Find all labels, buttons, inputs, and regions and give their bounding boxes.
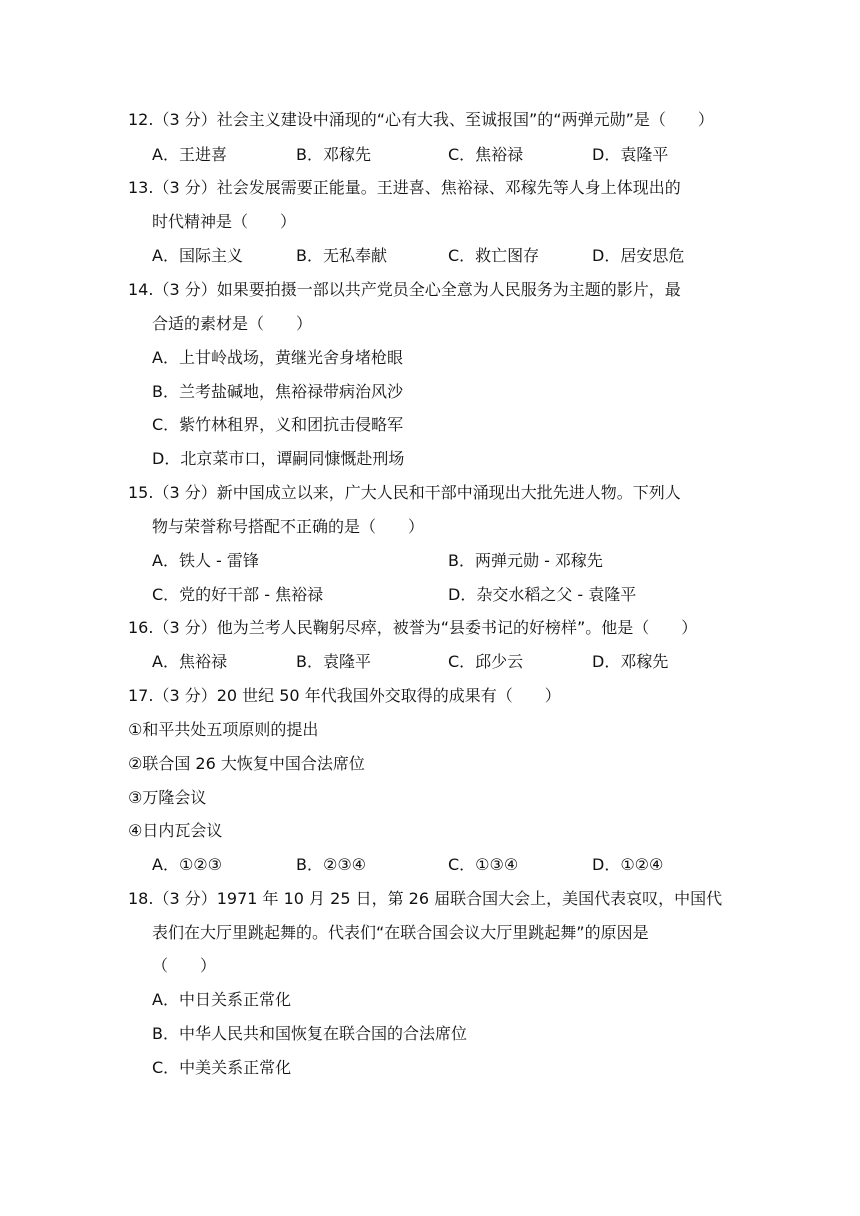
option-d: D．居安思危 [592, 246, 685, 265]
option-b: B．兰考盐碱地，焦裕禄带病治风沙 [152, 382, 403, 401]
option-b: B．无私奉献 [296, 246, 387, 265]
option-d: D．杂交水稻之父 - 袁隆平 [448, 585, 637, 604]
statement-4: ④日内瓦会议 [128, 821, 223, 840]
option-a: A．上甘岭战场，黄继光舍身堵枪眼 [152, 348, 403, 367]
option-b: B．②③④ [296, 855, 367, 874]
option-d: D．北京菜市口，谭嗣同慷慨赴刑场 [152, 449, 405, 468]
question-17-stem: 17.（3 分）20 世纪 50 年代我国外交取得的成果有（ ） [128, 686, 561, 705]
question-13-stem-continued: 时代精神是（ ） [152, 212, 297, 231]
option-a: A．王进喜 [152, 145, 227, 164]
question-18-stem-continued: 表们在大厅里跳起舞的。代表们“在联合国会议大厅里跳起舞”的原因是 [152, 923, 649, 942]
option-d: D．袁隆平 [592, 145, 669, 164]
option-a: A．铁人 - 雷锋 [152, 551, 259, 570]
option-b: B．邓稼先 [296, 145, 371, 164]
question-18-stem: 18.（3 分）1971 年 10 月 25 日，第 26 届联合国大会上，美国代表哀叹，中国代 [128, 889, 723, 908]
question-14-stem-continued: 合适的素材是（ ） [152, 314, 313, 333]
option-a: A．中日关系正常化 [152, 990, 291, 1009]
statement-3: ③万隆会议 [128, 788, 207, 807]
option-c: C．紫竹林租界，义和团抗击侵略军 [152, 415, 404, 434]
option-c: C．中美关系正常化 [152, 1058, 292, 1077]
statement-2: ②联合国 26 大恢复中国合法席位 [128, 754, 365, 773]
option-d: D．①②④ [592, 855, 664, 874]
option-c: C．救亡图存 [448, 246, 540, 265]
question-14-stem: 14.（3 分）如果要拍摄一部以共产党员全心全意为人民服务为主题的影片，最 [128, 280, 681, 299]
question-12-stem: 12.（3 分）社会主义建设中涌现的“心有大我、至诚报国”的“两弹元勋”是（ ） [128, 110, 714, 129]
question-15-stem-continued: 物与荣誉称号搭配不正确的是（ ） [152, 517, 425, 536]
option-b: B．袁隆平 [296, 652, 371, 671]
statement-1: ①和平共处五项原则的提出 [128, 720, 319, 739]
option-d: D．邓稼先 [592, 652, 669, 671]
question-18-answer-blank: （ ） [152, 956, 217, 975]
option-c: C．焦裕禄 [448, 145, 524, 164]
option-c: C．党的好干部 - 焦裕禄 [152, 585, 324, 604]
option-a: A．焦裕禄 [152, 652, 227, 671]
option-b: B．两弹元勋 - 邓稼先 [448, 551, 603, 570]
option-a: A．国际主义 [152, 246, 243, 265]
option-c: C．邱少云 [448, 652, 524, 671]
question-16-stem: 16.（3 分）他为兰考人民鞠躬尽瘁，被誉为“县委书记的好榜样”。他是（ ） [128, 618, 698, 637]
option-b: B．中华人民共和国恢复在联合国的合法席位 [152, 1024, 467, 1043]
question-15-stem: 15.（3 分）新中国成立以来，广大人民和干部中涌现出大批先进人物。下列人 [128, 483, 681, 502]
option-c: C．①③④ [448, 855, 519, 874]
option-a: A．①②③ [152, 855, 222, 874]
question-13-stem: 13.（3 分）社会发展需要正能量。王进喜、焦裕禄、邓稼先等人身上体现出的 [128, 178, 681, 197]
